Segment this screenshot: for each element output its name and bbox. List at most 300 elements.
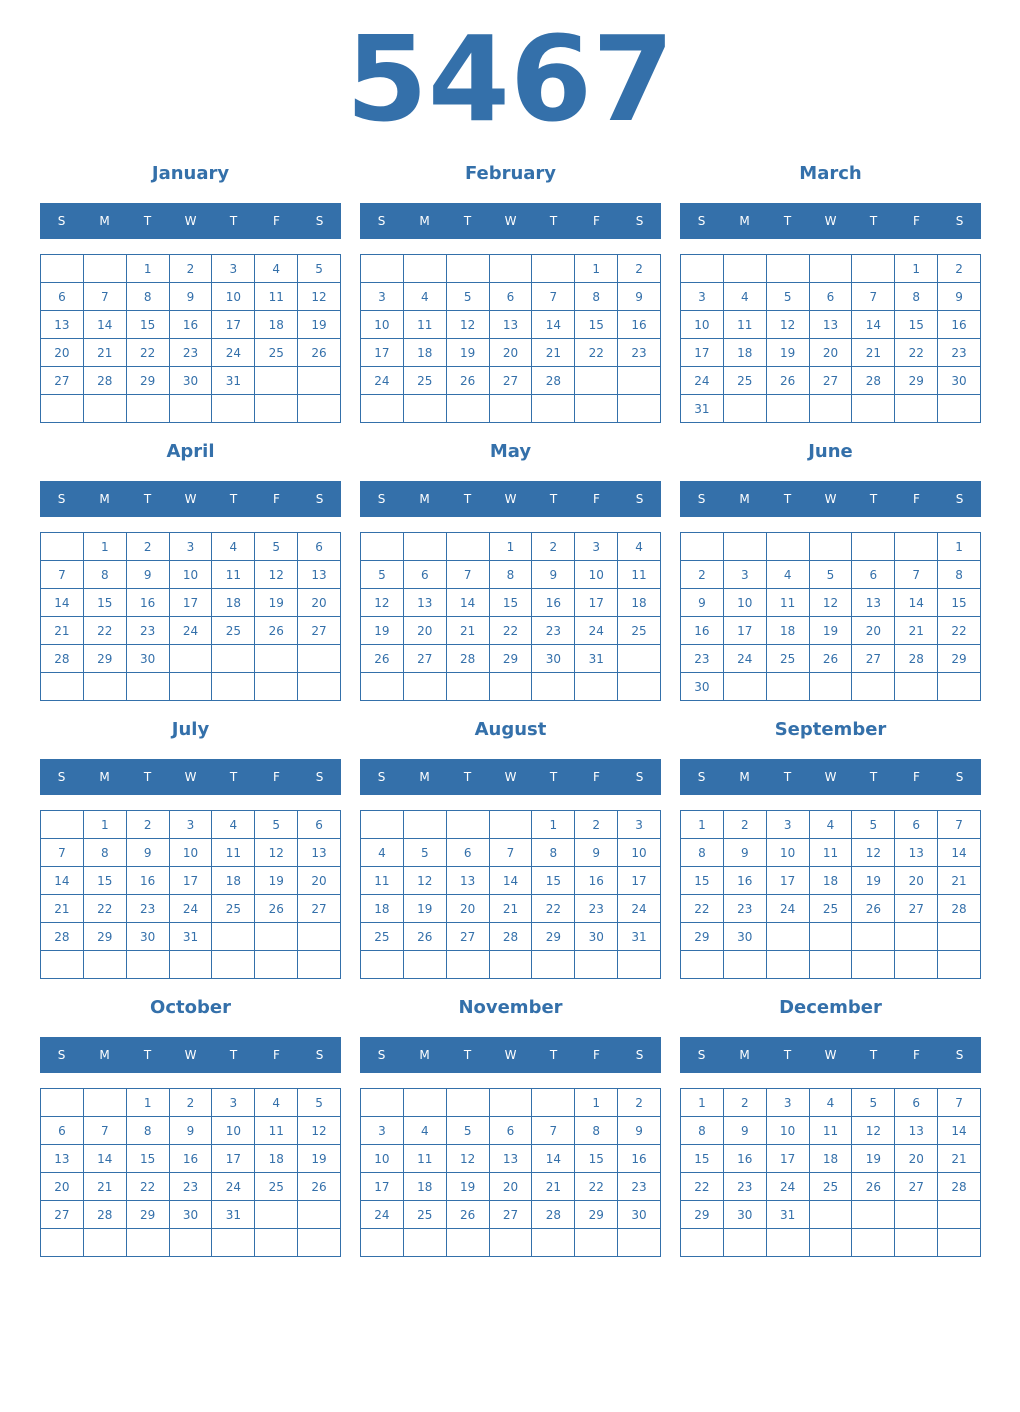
day-cell: 20 <box>447 895 490 923</box>
day-cell: 23 <box>681 645 724 673</box>
day-cell: 15 <box>127 1145 170 1173</box>
day-cell: 4 <box>212 533 255 561</box>
empty-cell <box>938 923 981 951</box>
day-cell: 20 <box>298 867 341 895</box>
empty-cell <box>170 951 213 979</box>
day-cell: 4 <box>255 1089 298 1117</box>
weekday-label: W <box>824 492 837 506</box>
empty-cell <box>490 1229 533 1257</box>
day-cell: 29 <box>84 645 127 673</box>
day-cell: 11 <box>767 589 810 617</box>
day-cell: 20 <box>41 1173 84 1201</box>
empty-cell <box>490 1089 533 1117</box>
day-cell: 10 <box>767 839 810 867</box>
empty-cell <box>852 533 895 561</box>
day-cell: 17 <box>170 589 213 617</box>
weekday-label: F <box>273 214 280 228</box>
day-cell: 28 <box>84 1201 127 1229</box>
weekday-label: S <box>377 492 386 506</box>
day-cell: 13 <box>41 311 84 339</box>
weekday-label: S <box>955 770 964 784</box>
day-cell: 7 <box>532 283 575 311</box>
weekday-label: S <box>955 492 964 506</box>
day-cell: 16 <box>575 867 618 895</box>
day-cell: 10 <box>575 561 618 589</box>
day-cell: 28 <box>447 645 490 673</box>
day-cell: 24 <box>170 617 213 645</box>
day-cell: 25 <box>255 339 298 367</box>
day-cell: 23 <box>127 895 170 923</box>
day-cell: 4 <box>810 811 853 839</box>
empty-cell <box>767 951 810 979</box>
day-cell: 25 <box>810 895 853 923</box>
empty-cell <box>127 673 170 701</box>
day-cell: 26 <box>255 895 298 923</box>
empty-cell <box>532 1229 575 1257</box>
empty-cell <box>767 923 810 951</box>
empty-cell <box>212 645 255 673</box>
day-grid <box>360 1088 661 1257</box>
month-title: June <box>808 441 853 462</box>
day-cell: 5 <box>447 283 490 311</box>
day-cell: 23 <box>532 617 575 645</box>
empty-cell <box>447 1089 490 1117</box>
month-title: August <box>474 719 547 740</box>
empty-cell <box>724 951 767 979</box>
empty-cell <box>810 951 853 979</box>
weekday-header <box>360 481 661 517</box>
empty-cell <box>41 255 84 283</box>
day-cell: 9 <box>681 589 724 617</box>
empty-cell <box>361 951 404 979</box>
empty-cell <box>618 367 661 395</box>
empty-cell <box>361 395 404 423</box>
day-cell: 25 <box>361 923 404 951</box>
empty-cell <box>84 1089 127 1117</box>
empty-cell <box>255 673 298 701</box>
empty-cell <box>84 1229 127 1257</box>
empty-cell <box>618 673 661 701</box>
day-cell: 17 <box>767 867 810 895</box>
empty-cell <box>852 255 895 283</box>
day-cell: 11 <box>255 1117 298 1145</box>
day-cell: 23 <box>575 895 618 923</box>
day-cell: 6 <box>41 283 84 311</box>
day-cell: 19 <box>767 339 810 367</box>
weekday-label: T <box>549 770 558 784</box>
weekday-label: F <box>593 770 600 784</box>
day-cell: 11 <box>618 561 661 589</box>
day-cell: 3 <box>618 811 661 839</box>
day-cell: 4 <box>255 255 298 283</box>
empty-cell <box>255 367 298 395</box>
day-cell: 14 <box>41 589 84 617</box>
day-cell: 23 <box>724 895 767 923</box>
day-cell: 18 <box>810 1145 853 1173</box>
weekday-header <box>40 1037 341 1073</box>
day-cell: 21 <box>938 867 981 895</box>
day-cell: 17 <box>618 867 661 895</box>
day-cell: 27 <box>852 645 895 673</box>
empty-cell <box>575 951 618 979</box>
weekday-label: W <box>504 492 517 506</box>
day-cell: 30 <box>681 673 724 701</box>
empty-cell <box>255 645 298 673</box>
empty-cell <box>170 645 213 673</box>
month-title: December <box>779 997 882 1018</box>
day-cell: 1 <box>127 1089 170 1117</box>
day-cell: 15 <box>938 589 981 617</box>
empty-cell <box>895 395 938 423</box>
day-cell: 14 <box>895 589 938 617</box>
empty-cell <box>895 1229 938 1257</box>
day-cell: 21 <box>41 895 84 923</box>
day-cell: 5 <box>852 1089 895 1117</box>
empty-cell <box>170 395 213 423</box>
weekday-label: M <box>99 492 110 506</box>
weekday-label: S <box>377 1048 386 1062</box>
day-cell: 7 <box>532 1117 575 1145</box>
month-title: March <box>799 163 862 184</box>
empty-cell <box>532 673 575 701</box>
weekday-label: F <box>913 770 920 784</box>
weekday-label: S <box>635 1048 644 1062</box>
weekday-label: S <box>315 770 324 784</box>
empty-cell <box>532 255 575 283</box>
day-cell: 19 <box>447 339 490 367</box>
weekday-header <box>680 203 981 239</box>
day-cell: 21 <box>532 339 575 367</box>
weekday-label: T <box>463 1048 472 1062</box>
day-cell: 3 <box>767 1089 810 1117</box>
empty-cell <box>681 255 724 283</box>
day-cell: 7 <box>41 839 84 867</box>
day-cell: 12 <box>255 839 298 867</box>
day-cell: 29 <box>895 367 938 395</box>
day-cell: 2 <box>618 255 661 283</box>
day-cell: 18 <box>361 895 404 923</box>
empty-cell <box>681 951 724 979</box>
weekday-label: S <box>697 770 706 784</box>
weekday-label: M <box>739 1048 750 1062</box>
day-cell: 2 <box>681 561 724 589</box>
day-cell: 29 <box>127 367 170 395</box>
day-cell: 26 <box>447 1201 490 1229</box>
day-cell: 26 <box>404 923 447 951</box>
day-cell: 10 <box>212 283 255 311</box>
weekday-header <box>680 481 981 517</box>
day-cell: 6 <box>298 811 341 839</box>
day-cell: 12 <box>255 561 298 589</box>
empty-cell <box>895 533 938 561</box>
day-cell: 5 <box>852 811 895 839</box>
day-cell: 16 <box>127 589 170 617</box>
day-cell: 24 <box>724 645 767 673</box>
empty-cell <box>938 1229 981 1257</box>
day-cell: 27 <box>810 367 853 395</box>
day-cell: 6 <box>895 811 938 839</box>
day-cell: 20 <box>895 867 938 895</box>
empty-cell <box>618 395 661 423</box>
day-cell: 10 <box>212 1117 255 1145</box>
empty-cell <box>938 1201 981 1229</box>
empty-cell <box>895 951 938 979</box>
day-cell: 19 <box>255 867 298 895</box>
empty-cell <box>767 1229 810 1257</box>
day-grid <box>40 1088 341 1257</box>
day-cell: 9 <box>532 561 575 589</box>
day-cell: 12 <box>447 1145 490 1173</box>
empty-cell <box>810 923 853 951</box>
day-cell: 15 <box>127 311 170 339</box>
day-cell: 18 <box>724 339 767 367</box>
day-cell: 13 <box>490 1145 533 1173</box>
day-cell: 30 <box>724 1201 767 1229</box>
day-cell: 30 <box>618 1201 661 1229</box>
day-cell: 8 <box>84 561 127 589</box>
day-cell: 27 <box>895 895 938 923</box>
day-cell: 27 <box>490 1201 533 1229</box>
empty-cell <box>490 395 533 423</box>
day-cell: 17 <box>361 1173 404 1201</box>
day-cell: 20 <box>810 339 853 367</box>
empty-cell <box>361 1229 404 1257</box>
day-cell: 26 <box>852 895 895 923</box>
month-title: July <box>171 719 210 740</box>
weekday-label: W <box>184 214 197 228</box>
day-cell: 14 <box>84 1145 127 1173</box>
month-title: February <box>464 163 557 184</box>
day-cell: 8 <box>575 283 618 311</box>
day-cell: 6 <box>895 1089 938 1117</box>
day-cell: 1 <box>84 533 127 561</box>
day-cell: 25 <box>618 617 661 645</box>
empty-cell <box>127 951 170 979</box>
day-cell: 12 <box>298 283 341 311</box>
day-cell: 4 <box>404 283 447 311</box>
day-cell: 15 <box>490 589 533 617</box>
day-cell: 26 <box>361 645 404 673</box>
weekday-label: S <box>315 492 324 506</box>
day-cell: 20 <box>298 589 341 617</box>
day-cell: 27 <box>447 923 490 951</box>
weekday-label: M <box>739 492 750 506</box>
day-grid <box>40 532 341 701</box>
weekday-label: M <box>419 770 430 784</box>
day-cell: 10 <box>170 839 213 867</box>
weekday-label: M <box>739 214 750 228</box>
weekday-label: T <box>143 492 152 506</box>
day-cell: 14 <box>532 311 575 339</box>
weekday-label: T <box>463 770 472 784</box>
day-cell: 9 <box>618 1117 661 1145</box>
weekday-header <box>360 1037 661 1073</box>
day-cell: 27 <box>298 617 341 645</box>
empty-cell <box>447 951 490 979</box>
weekday-label: S <box>697 214 706 228</box>
day-cell: 26 <box>298 339 341 367</box>
empty-cell <box>41 951 84 979</box>
weekday-label: T <box>143 770 152 784</box>
day-cell: 30 <box>532 645 575 673</box>
day-cell: 1 <box>84 811 127 839</box>
day-cell: 18 <box>404 1173 447 1201</box>
empty-cell <box>361 673 404 701</box>
day-cell: 11 <box>212 839 255 867</box>
weekday-header <box>40 481 341 517</box>
day-cell: 10 <box>361 311 404 339</box>
day-cell: 18 <box>810 867 853 895</box>
empty-cell <box>490 951 533 979</box>
weekday-label: T <box>869 770 878 784</box>
day-cell: 7 <box>852 283 895 311</box>
weekday-label: T <box>229 770 238 784</box>
empty-cell <box>724 1229 767 1257</box>
weekday-header <box>680 1037 981 1073</box>
day-cell: 3 <box>170 811 213 839</box>
day-cell: 2 <box>575 811 618 839</box>
empty-cell <box>810 255 853 283</box>
day-cell: 15 <box>575 311 618 339</box>
empty-cell <box>767 533 810 561</box>
day-cell: 8 <box>127 1117 170 1145</box>
day-cell: 1 <box>938 533 981 561</box>
day-cell: 31 <box>575 645 618 673</box>
day-cell: 11 <box>810 1117 853 1145</box>
empty-cell <box>212 923 255 951</box>
day-cell: 19 <box>852 867 895 895</box>
day-cell: 27 <box>298 895 341 923</box>
day-cell: 25 <box>255 1173 298 1201</box>
day-cell: 17 <box>575 589 618 617</box>
day-cell: 10 <box>618 839 661 867</box>
day-cell: 10 <box>724 589 767 617</box>
day-cell: 7 <box>447 561 490 589</box>
weekday-label: F <box>593 492 600 506</box>
day-cell: 17 <box>724 617 767 645</box>
empty-cell <box>447 395 490 423</box>
day-cell: 20 <box>895 1145 938 1173</box>
day-cell: 22 <box>895 339 938 367</box>
day-cell: 3 <box>575 533 618 561</box>
empty-cell <box>447 811 490 839</box>
month-title: May <box>489 441 532 462</box>
day-cell: 6 <box>447 839 490 867</box>
day-grid <box>40 254 341 423</box>
weekday-label: F <box>913 492 920 506</box>
day-cell: 14 <box>447 589 490 617</box>
empty-cell <box>361 533 404 561</box>
day-cell: 27 <box>490 367 533 395</box>
empty-cell <box>298 673 341 701</box>
day-cell: 2 <box>724 811 767 839</box>
day-cell: 28 <box>532 1201 575 1229</box>
day-cell: 24 <box>618 895 661 923</box>
day-cell: 19 <box>447 1173 490 1201</box>
day-cell: 23 <box>618 1173 661 1201</box>
day-cell: 23 <box>938 339 981 367</box>
day-cell: 20 <box>852 617 895 645</box>
day-cell: 7 <box>938 1089 981 1117</box>
empty-cell <box>810 395 853 423</box>
day-cell: 13 <box>852 589 895 617</box>
day-cell: 25 <box>404 1201 447 1229</box>
day-cell: 1 <box>681 1089 724 1117</box>
day-cell: 14 <box>938 839 981 867</box>
day-cell: 11 <box>361 867 404 895</box>
day-cell: 3 <box>170 533 213 561</box>
day-cell: 11 <box>810 839 853 867</box>
day-cell: 7 <box>84 283 127 311</box>
empty-cell <box>404 1229 447 1257</box>
day-cell: 4 <box>361 839 404 867</box>
day-cell: 31 <box>767 1201 810 1229</box>
empty-cell <box>404 533 447 561</box>
day-cell: 16 <box>724 867 767 895</box>
weekday-label: M <box>99 214 110 228</box>
empty-cell <box>84 673 127 701</box>
empty-cell <box>724 255 767 283</box>
day-cell: 18 <box>255 1145 298 1173</box>
weekday-label: T <box>143 1048 152 1062</box>
day-cell: 16 <box>127 867 170 895</box>
day-cell: 22 <box>681 895 724 923</box>
empty-cell <box>852 951 895 979</box>
empty-cell <box>938 395 981 423</box>
empty-cell <box>127 395 170 423</box>
month-title: October <box>150 997 231 1018</box>
empty-cell <box>852 1229 895 1257</box>
day-cell: 30 <box>127 645 170 673</box>
day-cell: 28 <box>852 367 895 395</box>
weekday-label: S <box>57 214 66 228</box>
day-cell: 25 <box>810 1173 853 1201</box>
weekday-header <box>40 759 341 795</box>
empty-cell <box>490 255 533 283</box>
day-cell: 20 <box>490 1173 533 1201</box>
empty-cell <box>212 673 255 701</box>
empty-cell <box>298 1201 341 1229</box>
empty-cell <box>681 533 724 561</box>
empty-cell <box>895 923 938 951</box>
month-title: April <box>166 441 215 462</box>
day-cell: 14 <box>852 311 895 339</box>
day-cell: 9 <box>127 561 170 589</box>
weekday-label: M <box>419 214 430 228</box>
day-cell: 25 <box>724 367 767 395</box>
day-cell: 13 <box>895 1117 938 1145</box>
day-cell: 26 <box>447 367 490 395</box>
weekday-label: T <box>549 214 558 228</box>
day-cell: 1 <box>490 533 533 561</box>
weekday-label: T <box>229 492 238 506</box>
day-cell: 1 <box>681 811 724 839</box>
day-cell: 22 <box>681 1173 724 1201</box>
weekday-label: F <box>913 214 920 228</box>
day-cell: 7 <box>490 839 533 867</box>
weekday-label: W <box>504 214 517 228</box>
empty-cell <box>618 951 661 979</box>
weekday-label: F <box>273 492 280 506</box>
day-cell: 23 <box>618 339 661 367</box>
day-cell: 16 <box>618 1145 661 1173</box>
empty-cell <box>298 645 341 673</box>
day-cell: 12 <box>852 1117 895 1145</box>
empty-cell <box>575 367 618 395</box>
day-cell: 16 <box>681 617 724 645</box>
day-cell: 24 <box>212 339 255 367</box>
empty-cell <box>895 1201 938 1229</box>
